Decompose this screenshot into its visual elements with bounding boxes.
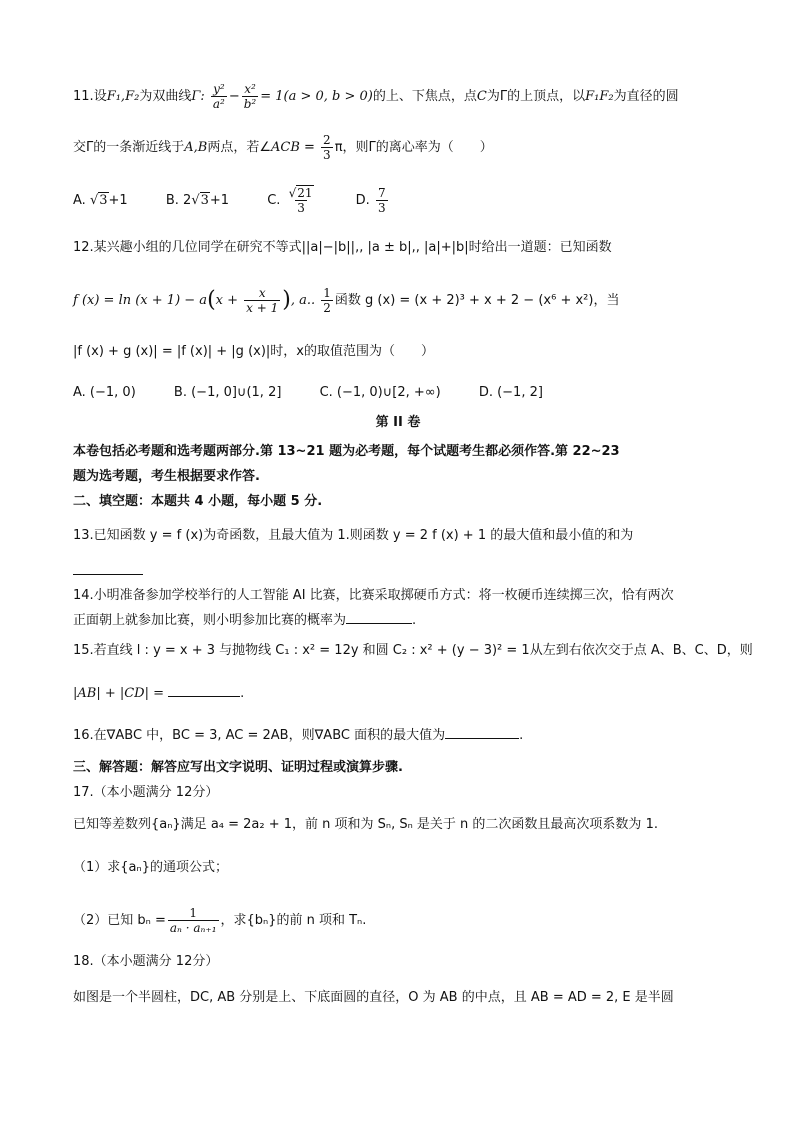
q12-line2: f (x) = ln (x + 1) − a(x + $\frac{x}{x + 1}$ ), a.. $\frac{1}{2}$ 函数 g (x) = (x + 2)³ + x + 2 − (x⁶ + x²)，当 (73, 286, 620, 315)
section2-title: 第 II 卷 (375, 415, 421, 430)
section3-title: 三、解答题：解答应写出文字说明、证明过程或演算步骤. (73, 760, 403, 775)
q17-part2: （2）已知 bₙ = $\frac{1}{\text{aₙ · aₙ₊₁}}$ ，求{bₙ}的前 n 项和 Tₙ. (73, 906, 367, 935)
q11-line2: 交Γ的一条渐近线于A,B两点，若∠ACB = $\frac{2}{3}$ π，则Γ的离心率为（ ） (73, 133, 493, 162)
q13-answer-line (73, 560, 723, 582)
q12-options (73, 383, 723, 403)
q16-line: 16.在∇ABC 中，BC = 3, AC = 2AB，则∇ABC 面积的最大值为 . (73, 724, 723, 746)
q11-option-c[interactable]: C. $\frac{√21}{3}$ (267, 186, 313, 215)
q12-option-b[interactable]: B. (−1, 0]∪(1, 2] (173, 385, 282, 400)
q13-blank[interactable] (73, 560, 143, 575)
x2-over-b2: $\frac{\text{x²}}{\text{b²}}$ (243, 82, 257, 111)
q13-text: 13.已知函数 y = f (x)为奇函数，且最大值为 1.则函数 y = 2 f (x) + 1 的最大值和最小值的和为 (73, 528, 634, 543)
q12-option-d[interactable]: D. (−1, 2] (478, 385, 543, 400)
q14-blank[interactable] (346, 609, 412, 624)
y2-over-a2: $\frac{\text{y²}}{\text{a²}}$ (212, 82, 225, 111)
fill-section-title: 二、填空题：本题共 4 小题，每小题 5 分. (73, 494, 323, 509)
q17-line1: 已知等差数列{aₙ}满足 a₄ = 2a₂ + 1，前 n 项和为 Sₙ, Sₙ 是关于 n 的二次函数且最高次项系数为 1. (73, 817, 658, 832)
q15-blank[interactable] (168, 682, 240, 697)
q15-line2: |AB| + |CD| = . (73, 682, 723, 704)
q11-option-a[interactable]: A. √3+1 (73, 193, 128, 208)
q11-option-b[interactable]: B. 2√3+1 (165, 193, 230, 208)
q18-line1: 如图是一个半圆柱，DC, AB 分别是上、下底面圆的直径，O 为 AB 的中点，且 AB = AD = 2, E 是半圆 (73, 990, 674, 1005)
q16-blank[interactable] (445, 724, 519, 739)
q11-option-d[interactable]: D. $\frac{7}{3}$ (355, 186, 386, 215)
two-thirds: $\frac{2}{3}$ (323, 133, 331, 162)
q14-line2: 正面朝上就参加比赛，则小明参加比赛的概率为 . (73, 609, 723, 631)
q12-option-c[interactable]: C. (−1, 0)∪[2, +∞) (319, 385, 441, 400)
q17-part1: （1）求{aₙ}的通项公式； (73, 860, 228, 875)
q18-head: 18.（本小题满分 12分） (73, 954, 219, 969)
q14-line1: 14.小明准备参加学校举行的人工智能 AI 比赛，比赛采取掷硬币方式：将一枚硬币连续掷三次，恰有两次 (73, 588, 674, 603)
q11-line1: 11.设F₁,F₂为双曲线Γ: $\frac{\text{y²}}{\text{a²}}$ − $\frac{\text{x²}}{\text{b²}}$ = 1(a > 0, b > 0)的上、下焦点，点C为Γ的上顶点，以F₁F₂为直径的圆 (73, 82, 679, 111)
q17-head: 17.（本小题满分 12分） (73, 785, 219, 800)
q15-line1: 15.若直线 l : y = x + 3 与抛物线 C₁ : x² = 12y 和圆 C₂ : x² + (y − 3)² = 1从左到右依次交于点 A、B、C、D，则 (73, 643, 753, 658)
q12-line1: 12.某兴趣小组的几位同学在研究不等式||a|−|b||,, |a ± b|,, |a|+|b|时给出一道题：已知函数 (73, 240, 612, 255)
section2-intro1: 本卷包括必考题和选考题两部分.第 13~21 题为必考题，每个试题考生都必须作答.第 22~23 (73, 444, 620, 459)
section2-intro2: 题为选考题，考生根据要求作答. (73, 469, 260, 484)
q12-option-a[interactable]: A. (−1, 0) (73, 385, 136, 400)
q12-line3: |f (x) + g (x)| = |f (x)| + |g (x)|时，x的取值范围为（ ） (73, 344, 434, 359)
q11-options (73, 186, 723, 215)
